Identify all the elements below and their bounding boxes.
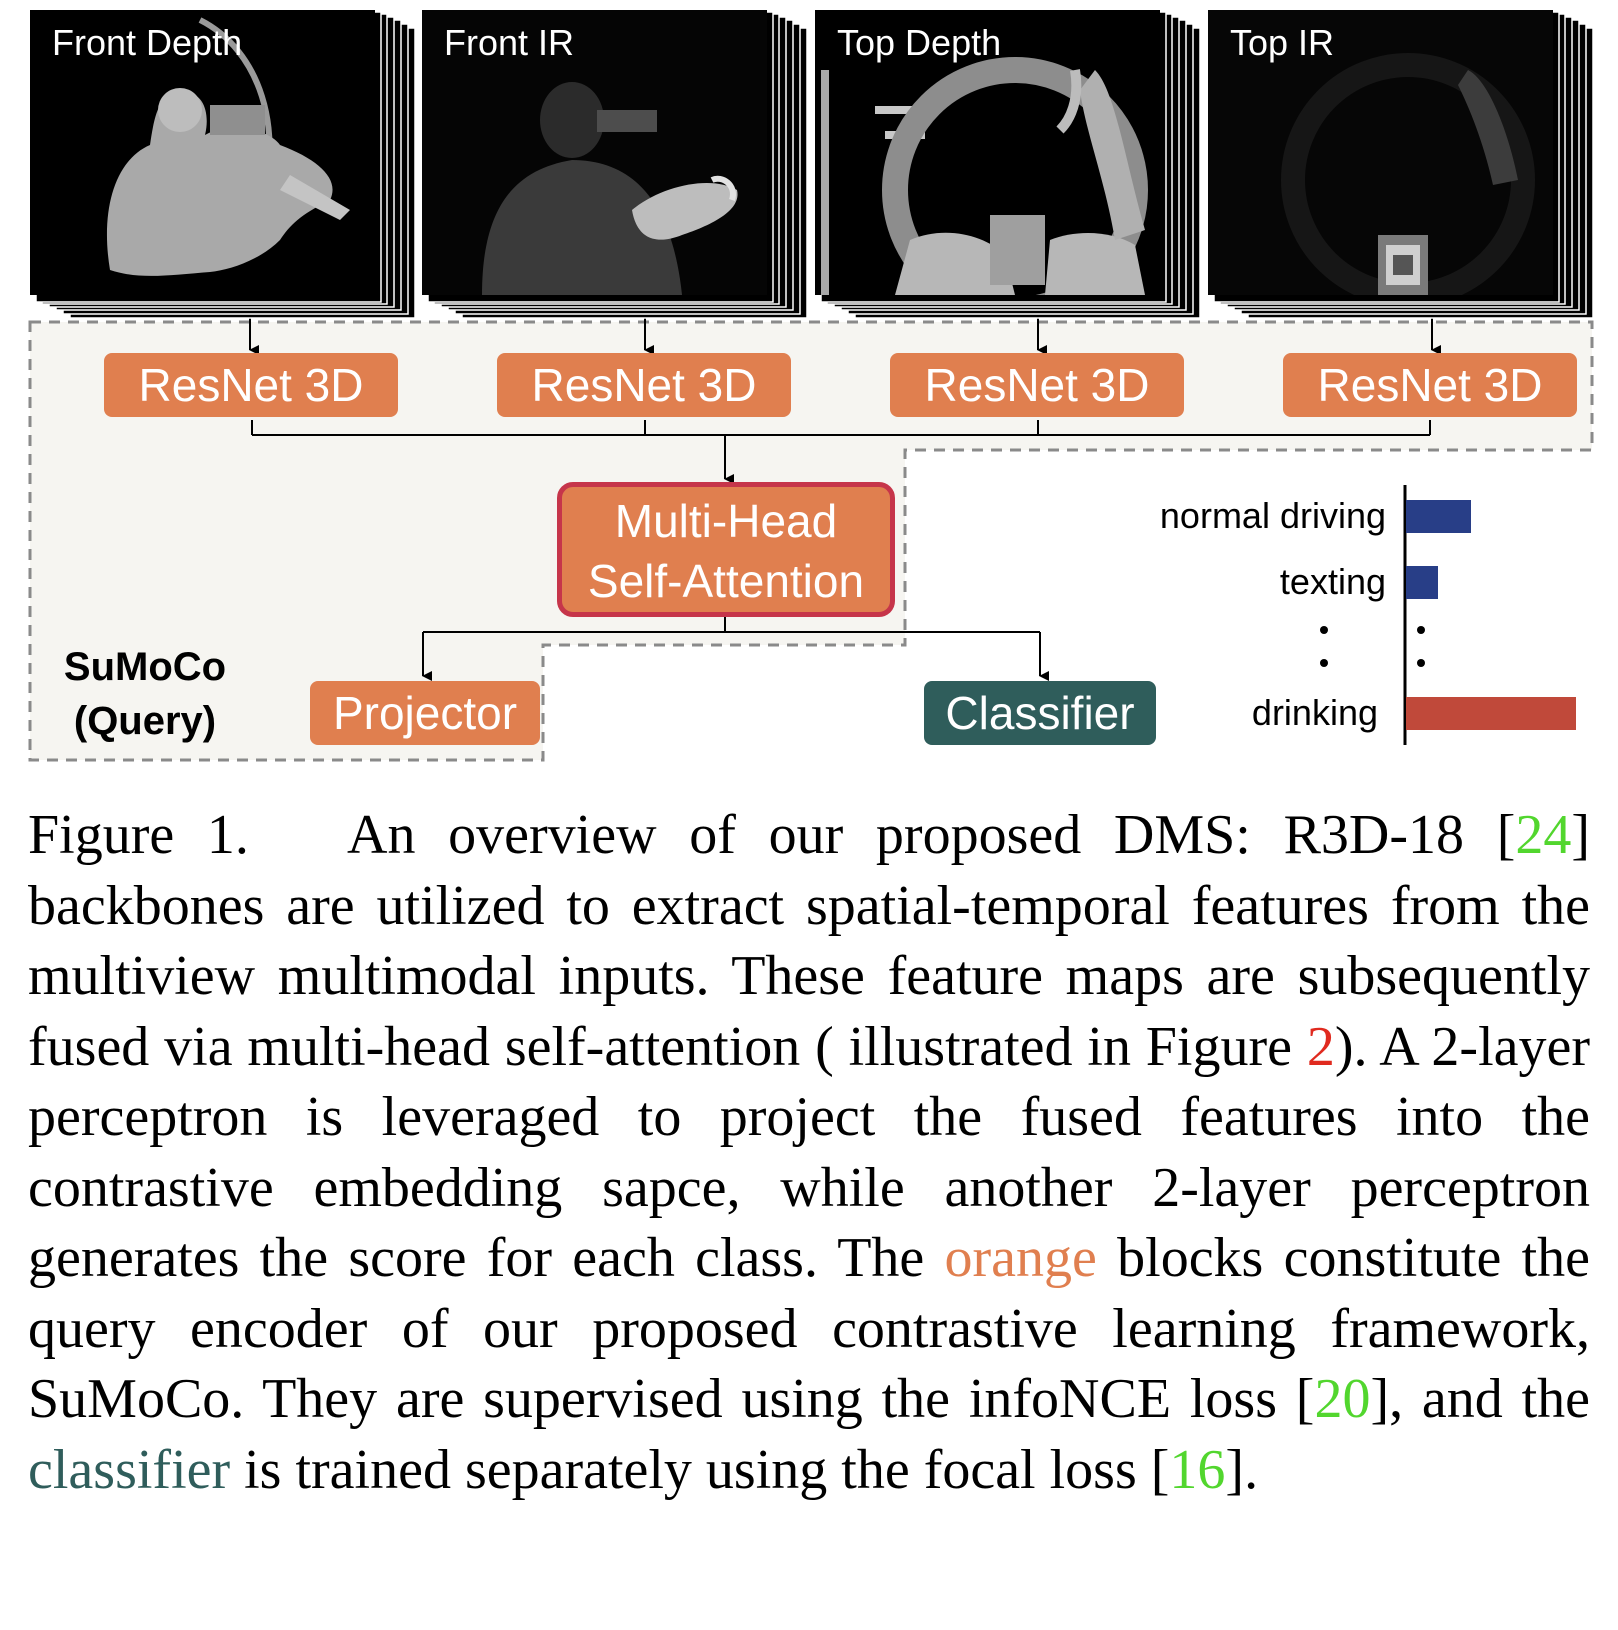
caption-text: ] backbones are utilized to extract spatial-temporal features from the multiview multimodal inputs. These feature maps are subsequently fused via multi-head self-attention ( illustrated in Figure <box>28 804 1591 1078</box>
orange-word: orange <box>944 1227 1097 1289</box>
sumoco-line-1: SuMoCo <box>63 645 227 689</box>
method-figure <box>0 0 1618 790</box>
view-title: Top Depth <box>837 22 1002 63</box>
classifier-block: Classifier <box>924 681 1156 745</box>
ellipsis-dot <box>1417 659 1425 667</box>
caption-text: ], and the <box>1370 1368 1591 1430</box>
score-bar-drinking <box>1406 697 1576 730</box>
score-bar-texting <box>1406 566 1438 599</box>
backbone-front-ir: ResNet 3D <box>497 353 791 417</box>
attention-line-2: Self-Attention <box>587 555 865 607</box>
classifier-word: classifier <box>28 1438 231 1501</box>
multi-head-self-attention-block <box>557 482 895 617</box>
view-title: Front IR <box>444 22 575 63</box>
caption-text: ]. <box>1225 1438 1259 1501</box>
projector-block: Projector <box>310 681 540 745</box>
citation-link[interactable]: 24 <box>1515 804 1572 866</box>
sumoco-query-label <box>45 640 245 748</box>
view-top-depth <box>815 10 1185 310</box>
figure-ref-link[interactable]: 2 <box>1306 1015 1335 1078</box>
caption-text: is trained separately using the focal loss [ <box>230 1438 1170 1501</box>
sumoco-line-2: (Query) <box>73 699 217 743</box>
figure-caption <box>28 800 1590 1505</box>
caption-text: An overview of our proposed DMS: R3D-18 [ <box>347 804 1516 866</box>
caption-prefix: Figure 1. <box>28 804 249 866</box>
ellipsis-dot <box>1320 626 1328 634</box>
ellipsis-dot <box>1320 659 1328 667</box>
backbone-front-depth: ResNet 3D <box>104 353 398 417</box>
score-label-normal-driving: normal driving <box>1159 495 1386 536</box>
view-front-ir <box>422 10 792 310</box>
score-label-drinking: drinking <box>1251 692 1378 733</box>
view-top-ir <box>1208 10 1578 310</box>
view-title: Front Depth <box>52 22 243 63</box>
attention-line-1: Multi-Head <box>614 495 838 547</box>
view-title: Top IR <box>1230 22 1335 63</box>
backbone-top-depth: ResNet 3D <box>890 353 1184 417</box>
citation-link[interactable]: 20 <box>1314 1368 1371 1430</box>
backbone-top-ir: ResNet 3D <box>1283 353 1577 417</box>
score-bar-normal-driving <box>1406 500 1471 533</box>
ellipsis-dot <box>1417 626 1425 634</box>
caption-text: blocks constitute the query encoder of our proposed contrastive learning framework, SuMoCo. They are supervised using the infoNCE loss [ <box>28 1227 1591 1430</box>
caption-text: ). A 2-layer perceptron is leveraged to project the fused features into the contrastive embedding sapce, while another 2-layer perceptron generates the score for each class. The <box>28 1015 1590 1289</box>
citation-link[interactable]: 16 <box>1169 1438 1226 1501</box>
score-label-texting: texting <box>1279 561 1386 602</box>
view-front-depth <box>30 10 400 310</box>
